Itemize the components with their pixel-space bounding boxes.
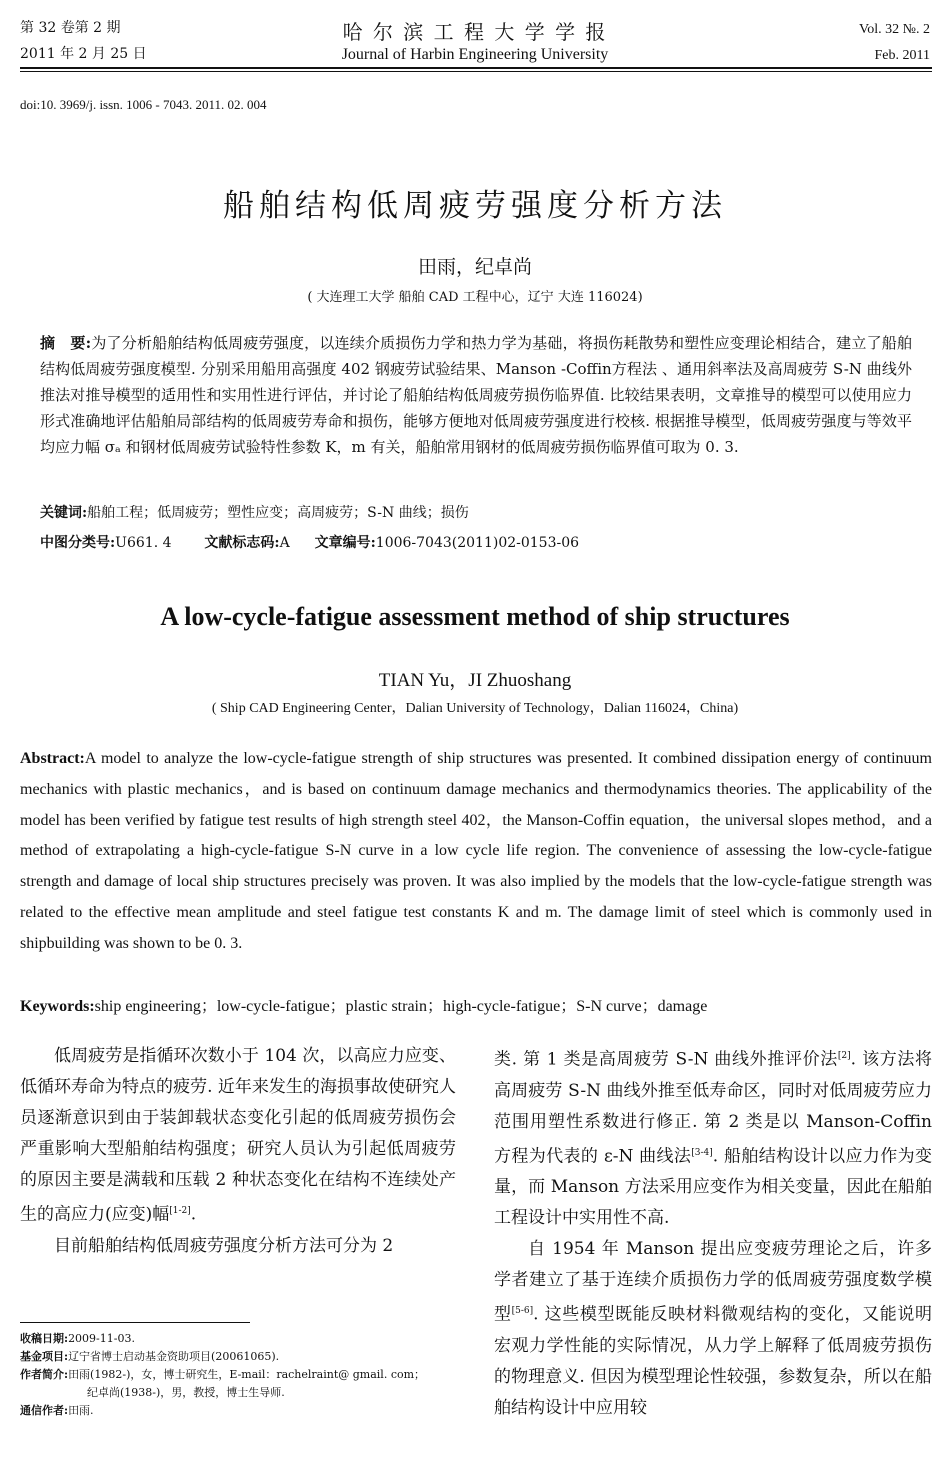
footnote-text: 田雨(1982-)，女，博士研究生，E-mail：rachelraint@ gmail. com； — [68, 1368, 426, 1381]
citation-ref: [1-2] — [169, 1206, 191, 1216]
footnote-rule — [20, 1322, 250, 1323]
footnote-text: 2009-11-03. — [68, 1332, 135, 1345]
clc-label: 中图分类号: — [40, 535, 116, 551]
authors-cn: 田雨，纪卓尚 — [417, 256, 532, 278]
body-paragraph — [494, 1041, 932, 1234]
citation-ref: [2] — [837, 1051, 851, 1061]
header-rule-thick — [20, 67, 932, 69]
keywords-en-label: Keywords: — [20, 998, 95, 1015]
body-left-column — [20, 1041, 456, 1262]
keywords-en-text: ship engineering；low-cycle-fatigue；plastic strain；high-cycle-fatigue；S-N curve；damage — [94, 998, 708, 1015]
body-paragraph: 目前船舶结构低周疲劳强度分析方法可分为 2 — [54, 1235, 394, 1256]
body-text: 低周疲劳是指循环次数小于 104 次，以高应力应变、低循环寿命为特点的疲劳. 近年来发生的海损事故使研究人员逐渐意识到由于装卸载状态变化引起的低周疲劳损伤会严重影响大型船舶结构强度；研究人员认为引起低周疲劳的原因主要是满载和压载 2 种状态变化在结构不连续处产生的高应力(应变)幅 — [20, 1046, 456, 1225]
journal-name-en: Journal of Harbin Engineering University — [341, 46, 609, 63]
body-paragraph — [20, 1041, 456, 1231]
body-right-column — [494, 1041, 932, 1424]
body-text: . 该方法将高周疲劳 S-N 曲线外推至低寿命区，同时对低周疲劳应力范围用塑性系数进行修正. 第 2 类是以 Manson-Coffin 方程为代表的 ε-N 曲线法 — [494, 1049, 932, 1167]
authors-en: TIAN Yu，JI Zhuoshang — [378, 670, 572, 691]
body-text: . — [190, 1204, 197, 1225]
abstract-cn — [40, 330, 912, 460]
affiliation-cn: ( 大连理工大学 船舶 CAD 工程中心，辽宁 大连 116024) — [307, 290, 643, 305]
footnote-bio-2: 纪卓尚(1938-)，男，教授，博士生导师. — [87, 1386, 285, 1399]
title-cn: 船舶结构低周疲劳强度分析方法 — [223, 188, 727, 224]
footnotes — [20, 1330, 460, 1420]
doc-code-value: A — [279, 535, 290, 551]
volume-number-en: Vol. 32 №. 2 — [858, 22, 930, 37]
article-no-label: 文章编号: — [314, 535, 376, 551]
footnote-label: 通信作者: — [20, 1404, 69, 1417]
title-en: A low-cycle-fatigue assessment method of ship structures — [160, 602, 790, 631]
article-no-value: 1006-7043(2011)02-0153-06 — [375, 535, 580, 551]
body-paragraph — [494, 1234, 932, 1424]
footnote-label: 收稿日期: — [20, 1332, 69, 1345]
body-text: 自 1954 年 Manson 提出应变疲劳理论之后，许多学者建立了基于连续介质损伤力学的低周疲劳强度数学模型 — [494, 1239, 932, 1325]
footnote-fund — [20, 1348, 460, 1366]
abstract-en-text: A model to analyze the low-cycle-fatigue strength of ship structures was presented. It combined dissipation energy of continuum mechanics with plastic mechanics，and is based on continuum damage mechanics and thermodynamics theories. The applicability of the model has been verified by fatigue test results of high strength steel 402，the Manson-Coffin equation，the universal slopes method，and a method of extrapolating a high-cycle-fatigue S-N curve in a low cycle life region. The convenience of assessing the low-cycle-fatigue strength and damage of local ship structures precisely was proven. It was also implied by the models that the low-cycle-fatigue strength was related to the effective mean amplitude and steel fatigue test constants K and m. The damage limit of steel which is commonly used in shipbuilding was shown to be 0. 3. — [20, 750, 933, 952]
footnote-corresponding — [20, 1402, 460, 1420]
body-text: 类. 第 1 类是高周疲劳 S-N 曲线外推评价法 — [494, 1049, 838, 1070]
footnote-label: 基金项目: — [20, 1350, 69, 1363]
affiliation-en: ( Ship CAD Engineering Center，Dalian University of Technology，Dalian 116024，China) — [211, 701, 739, 716]
abstract-cn-label: 摘 要: — [40, 334, 92, 352]
footnote-text: 田雨. — [68, 1404, 94, 1417]
doi: doi:10. 3969/j. issn. 1006 - 7043. 2011. 02. 004 — [20, 97, 267, 112]
clc-value: U661. 4 — [115, 535, 172, 551]
body-text: . 船舶结构设计以应力作为变量，而 Manson 方法采用应变作为相关变量，因此在船舶工程设计中实用性不高. — [494, 1146, 933, 1229]
footnote-label: 作者简介: — [20, 1368, 69, 1381]
doc-code-label: 文献标志码: — [204, 535, 280, 551]
issue-volume: 第 32 卷第 2 期 — [20, 20, 121, 36]
keywords-en — [20, 993, 932, 1016]
keywords-cn-label: 关键词: — [40, 505, 88, 521]
footnote-text: 辽宁省博士启动基金资助项目(20061065). — [68, 1350, 280, 1363]
citation-ref: [3-4] — [691, 1147, 713, 1158]
journal-name-cn: 哈 尔 滨 工 程 大 学 学 报 — [342, 20, 608, 44]
abstract-en — [20, 744, 932, 960]
abstract-en-label: Abstract: — [20, 750, 85, 767]
keywords-cn — [40, 502, 469, 522]
header-rule-thin — [20, 71, 932, 72]
abstract-cn-text: 为了分析船舶结构低周疲劳强度，以连续介质损伤力学和热力学为基础，将损伤耗散势和塑性应变理论相结合，建立了船舶结构低周疲劳强度模型. 分别采用船用高强度 402 钢疲劳试验结果、Manson -Coffin方程法 、通用斜率法及高周疲劳 S-N 曲线外推法对推导模型的适用性和实用性进行评估，并讨论了船舶结构低周疲劳损伤临界值. 比较结果表明，文章推导的模型可以使用应力形式准确地评估船舶局部结构的低周疲劳寿命和损伤，能够方便地对低周疲劳强度进行校核. 根据推导模型，低周疲劳强度与等效平均应力幅 σₐ 和钢材低周疲劳试验特性参数 K，m 有关，船舶常用钢材的低周疲劳损伤临界值可取为 0. 3. — [40, 334, 912, 456]
date-en: Feb. 2011 — [874, 48, 930, 63]
body-text: . 这些模型既能反映材料微观结构的变化，又能说明宏观力学性能的实际情况，从力学上解释了低周疲劳损伤的物理意义. 但因为模型理论性较强，参数复杂，所以在船舶结构设计中应用较 — [494, 1304, 932, 1418]
footnote-bio — [20, 1366, 460, 1384]
issue-date: 2011 年 2 月 25 日 — [20, 46, 147, 62]
classification-cn — [40, 532, 579, 552]
keywords-cn-text: 船舶工程；低周疲劳；塑性应变；高周疲劳；S-N 曲线；损伤 — [87, 505, 469, 521]
citation-ref: [5-6] — [511, 1306, 534, 1317]
footnote-received — [20, 1330, 460, 1348]
